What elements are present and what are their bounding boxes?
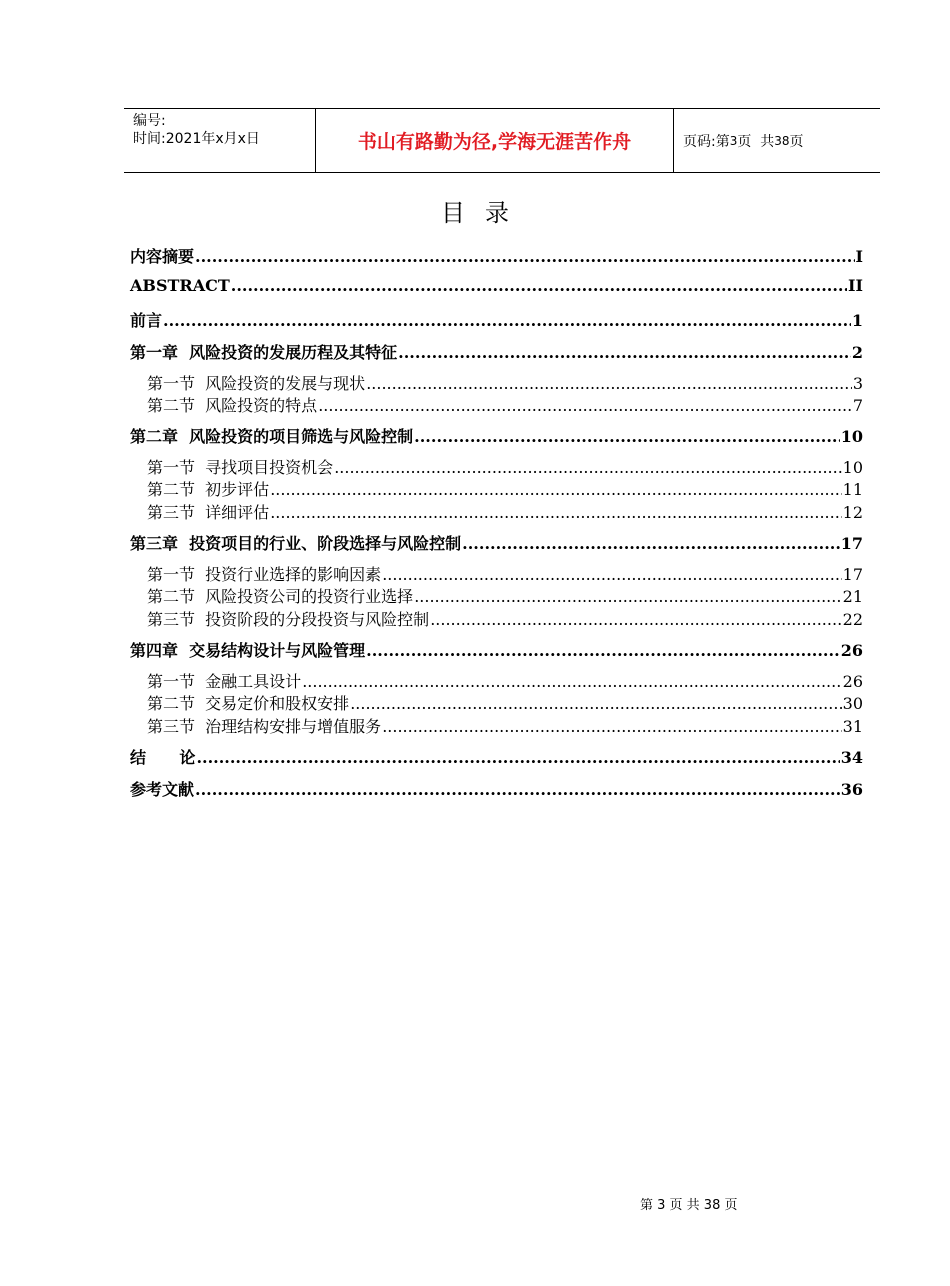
toc-entry-page: 12 [842, 503, 863, 522]
toc-entry-label: 第二章 风险投资的项目筛选与风险控制 [130, 427, 414, 446]
time-label: 时间:2021年x月x日 [133, 131, 260, 147]
page-suffix: 页 [789, 133, 804, 150]
toc-entry-label: 第三节 投资阶段的分段投资与风险控制 [147, 610, 430, 629]
toc-entry-label: ABSTRACT [130, 276, 230, 295]
toc-entry-preface[interactable] [130, 308, 863, 330]
toc-entry-page: 31 [842, 717, 863, 736]
toc-dot-leader [398, 343, 851, 362]
toc-entry-label: 第一节 寻找项目投资机会 [147, 458, 334, 477]
header-slogan: 书山有路勤为径,学海无涯苦作舟 [316, 109, 674, 172]
toc-entry-section[interactable] [130, 714, 863, 736]
toc-entry-label: 第一章 风险投资的发展历程及其特征 [130, 343, 398, 362]
toc-entry-label: 第一节 投资行业选择的影响因素 [147, 565, 382, 584]
page-footer: 第 3 页 共 38 页 [640, 1198, 738, 1213]
toc-entry-label: 第一节 风险投资的发展与现状 [147, 374, 366, 393]
toc-entry-section[interactable] [130, 607, 863, 629]
toc-entry-label: 内容摘要 [130, 247, 195, 266]
toc-entry-label: 第三节 治理结构安排与增值服务 [147, 717, 382, 736]
number-label: 编号: [133, 113, 166, 129]
toc-entry-section[interactable] [130, 477, 863, 499]
toc-title: 目录 [441, 199, 529, 227]
toc-entry-page: II [848, 276, 863, 295]
toc-dot-leader [334, 458, 841, 477]
toc-entry-page: 3 [852, 374, 863, 393]
toc-dot-leader [414, 587, 841, 606]
page-number: 3 [729, 133, 738, 148]
toc-dot-leader [382, 717, 841, 736]
toc-dot-leader [382, 565, 841, 584]
toc-entry-label: 第一节 金融工具设计 [147, 672, 302, 691]
toc-dot-leader [231, 276, 847, 295]
toc-entry-section[interactable] [130, 371, 863, 393]
toc-dot-leader [462, 534, 840, 553]
toc-entry-page: 26 [840, 641, 863, 660]
toc-dot-leader [350, 694, 841, 713]
header-info-cell [124, 109, 316, 172]
toc-entry-section[interactable] [130, 393, 863, 415]
toc-dot-leader [270, 480, 841, 499]
header-page-info [674, 109, 880, 172]
toc-entry-page: 10 [840, 427, 863, 446]
toc-dot-leader [366, 641, 840, 660]
toc-entry-abstract-en[interactable] [130, 276, 863, 298]
toc-entry-label: 结 论 [130, 748, 196, 767]
toc-dot-leader [430, 610, 841, 629]
toc-entry-references[interactable] [130, 777, 863, 799]
toc-entry-label: 第二节 风险投资的特点 [147, 396, 318, 415]
toc-dot-leader [163, 311, 851, 330]
toc-entry-label: 参考文献 [130, 780, 195, 799]
toc-entry-page: 22 [842, 610, 863, 629]
toc-entry-label: 第三章 投资项目的行业、阶段选择与风险控制 [130, 534, 462, 553]
toc-entry-section[interactable] [130, 669, 863, 691]
toc-dot-leader [366, 374, 852, 393]
page-mid: 页 共 [737, 133, 775, 150]
toc-entry-label: 第二节 交易定价和股权安排 [147, 694, 350, 713]
toc-entry-page: 21 [842, 587, 863, 606]
toc-dot-leader [195, 247, 855, 266]
toc-entry-page: 17 [840, 534, 863, 553]
toc-entry-label: 第四章 交易结构设计与风险管理 [130, 641, 366, 660]
page-prefix: 页码:第 [683, 133, 730, 150]
toc-dot-leader [270, 503, 841, 522]
toc-dot-leader [414, 427, 840, 446]
toc-dot-leader [318, 396, 852, 415]
toc-entry-conclusion[interactable] [130, 745, 863, 767]
toc-dot-leader [196, 748, 839, 767]
toc-entry-page: 10 [842, 458, 863, 477]
page-header [124, 108, 880, 173]
toc-entry-section[interactable] [130, 562, 863, 584]
toc-entry-abstract-cn[interactable] [130, 244, 863, 266]
toc-entry-label: 第三节 详细评估 [147, 503, 270, 522]
toc-entry-page: 2 [851, 343, 863, 362]
toc-entry-label: 前言 [130, 311, 163, 330]
page-total: 38 [774, 133, 790, 148]
toc-entry-page: 7 [852, 396, 863, 415]
toc-entry-page: 34 [840, 748, 863, 767]
toc-entry-page: I [855, 247, 863, 266]
toc-entry-chapter-1[interactable] [130, 340, 863, 362]
toc-entry-label: 第二节 初步评估 [147, 480, 270, 499]
toc-entry-page: 17 [842, 565, 863, 584]
toc-entry-chapter-4[interactable] [130, 638, 863, 660]
toc-entry-section[interactable] [130, 455, 863, 477]
toc-entry-page: 26 [842, 672, 863, 691]
toc-entry-page: 11 [842, 480, 863, 499]
toc-entry-section[interactable] [130, 500, 863, 522]
toc-dot-leader [302, 672, 841, 691]
toc-entry-page: 30 [842, 694, 863, 713]
toc-dot-leader [195, 780, 840, 799]
toc-entry-page: 36 [840, 780, 863, 799]
toc-entry-page: 1 [851, 311, 863, 330]
toc-entry-label: 第二节 风险投资公司的投资行业选择 [147, 587, 414, 606]
toc-entry-section[interactable] [130, 691, 863, 713]
toc-entry-section[interactable] [130, 584, 863, 606]
toc-entry-chapter-2[interactable] [130, 424, 863, 446]
toc-entry-chapter-3[interactable] [130, 531, 863, 553]
